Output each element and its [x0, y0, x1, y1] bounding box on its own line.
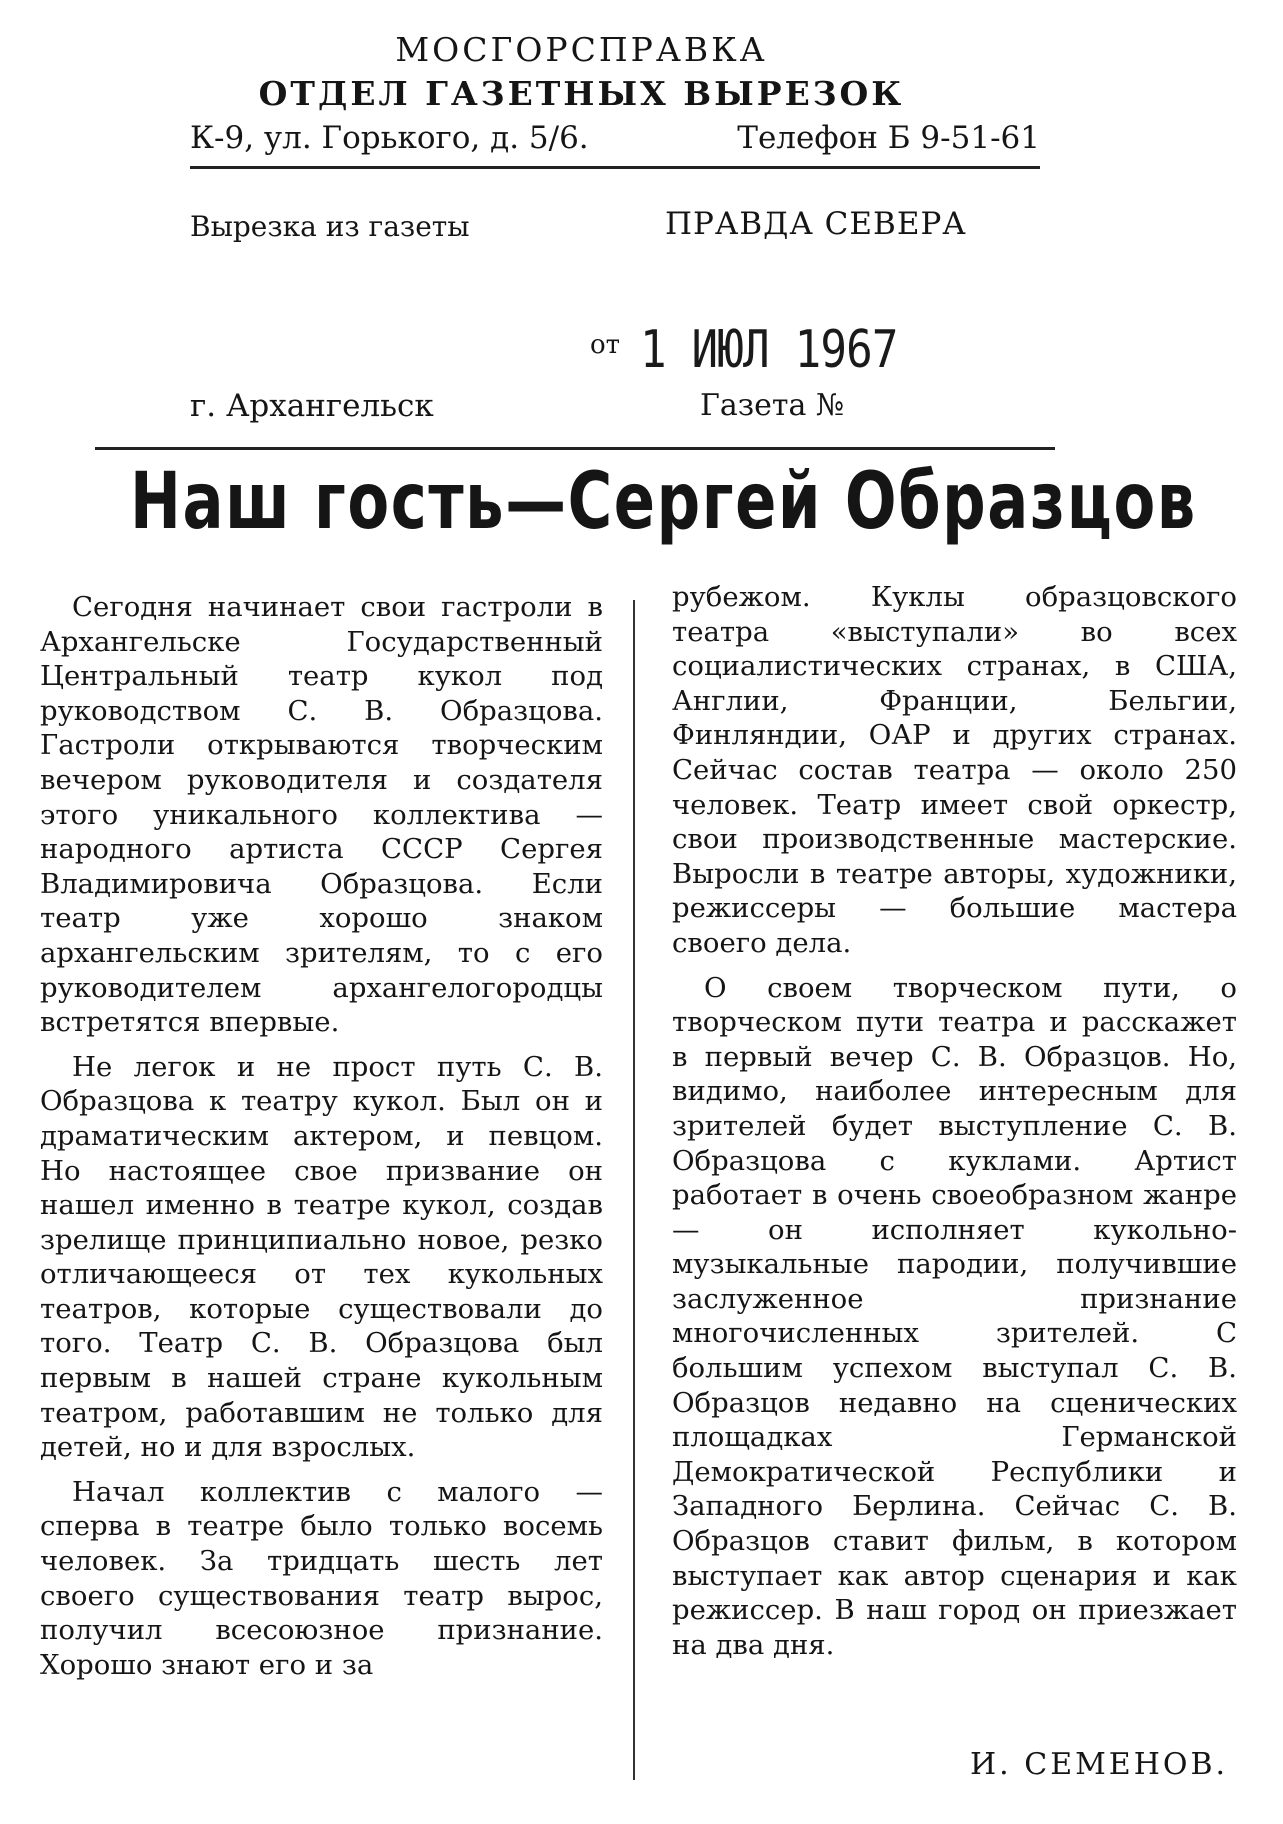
department-name: ОТДЕЛ ГАЗЕТНЫХ ВЫРЕЗОК: [258, 74, 905, 113]
header-rule: [190, 166, 1040, 169]
author-signature: И. СЕМЕНОВ.: [970, 1747, 1229, 1782]
phone: Телефон Б 9-51-61: [737, 120, 1040, 156]
address-row: [190, 120, 1040, 156]
address: К-9, ул. Горького, д. 5/6.: [190, 120, 589, 156]
date-prefix: от: [590, 330, 621, 360]
left-column: [40, 590, 603, 1692]
paragraph: Начал коллектив с малого — сперва в театре было только восемь человек. За тридцать шесть лет своего существования театр вырос, получил всесоюзное признание. Хорошо знают его и за: [40, 1475, 603, 1681]
column-divider: [633, 600, 635, 1780]
paragraph: О своем творческом пути, о творческом пути театра и расскажет в первый вечер С. В. Образцов. Но, видимо, наиболее интересным для зрителей будет выступление С. В. Образцова с куклами. Артист работает в очень своеобразном жанре — он исполняет кукольно-музыкальные пародии, получившие заслуженное признание многочисленных зрителей. С большим успехом выступал С. В. Образцов недавно на сценических площадках Германской Демократической Республики и Западного Берлина. Сейчас С. В. Образцов ставит фильм, в котором выступает как автор сценария и как режиссер. В наш город он приезжает на два дня.: [672, 971, 1237, 1661]
paragraph: Сегодня начинает свои гастроли в Архангельске Государственный Центральный театр кукол под руководством С. В. Образцова. Гастроли открываются творческим вечером руководителя и создателя этого уникального коллектива — народного артиста СССР Сергея Владимировича Образцова. Если театр уже хорошо знаком архангельским зрителям, то с его руководителем архангелогородцы встретятся впервые.: [40, 591, 603, 1039]
clipping-label: Вырезка из газеты: [190, 210, 470, 243]
right-column: [672, 580, 1237, 1672]
date-stamp: 1 ИЮЛ 1967: [640, 320, 898, 380]
article-headline: Наш гость—Сергей Образцов: [130, 457, 1197, 547]
bureau-name: МОСГОРСПРАВКА: [395, 30, 768, 69]
newspaper-name: ПРАВДА СЕВЕРА: [665, 206, 967, 242]
city: г. Архангельск: [190, 388, 434, 424]
paragraph: Не легок и не прост путь С. В. Образцова к театру кукол. Был он и драматическим актером, и певцом. Но настоящее свое призвание он нашел именно в театре кукол, создав зрелище принципиально новое, резко отличающееся от тех кукольных театров, которые существовали до того. Театр С. В. Образцова был первым в нашей стране кукольным театром, работавшим не только для детей, но и для взрослых.: [40, 1050, 603, 1464]
issue-label: Газета №: [700, 388, 845, 423]
headline-rule: [95, 447, 1055, 450]
paragraph: рубежом. Куклы образцовского театра «выступали» во всех социалистических странах, в США, Англии, Франции, Бельгии, Финляндии, ОАР и других странах. Сейчас состав театра — около 250 человек. Театр имеет свой оркестр, свои производственные мастерские. Выросли в театре авторы, художники, режиссеры — большие мастера своего дела.: [672, 581, 1237, 959]
